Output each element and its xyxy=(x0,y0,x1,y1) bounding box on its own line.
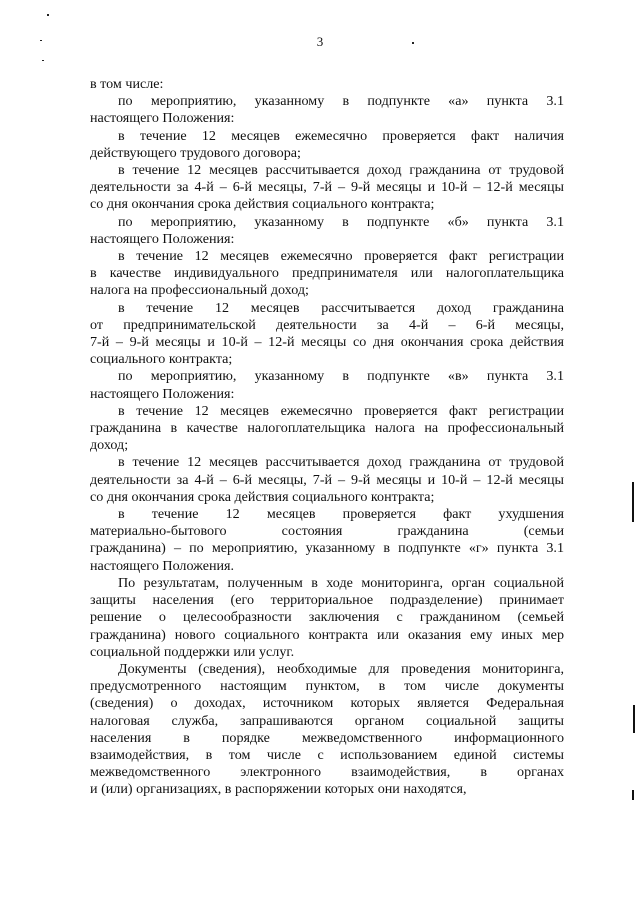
text-line: настоящего Положения: xyxy=(90,385,235,402)
text-line: в течение 12 месяцев рассчитывается доход гражданина от трудовой xyxy=(118,162,564,179)
text-line: межведомственного электронного взаимодействия, в органах xyxy=(90,764,564,781)
page-number: 3 xyxy=(316,34,324,49)
text-line: и (или) организациях, в распоряжении которых они находятся, xyxy=(90,781,467,798)
scan-speck xyxy=(40,40,42,41)
text-line: гражданина) – по мероприятию, указанному в подпункте «г» пункта 3.1 xyxy=(90,540,564,557)
text-line: налога на профессиональный доход; xyxy=(90,282,309,299)
text-line: настоящего Положения. xyxy=(90,557,235,574)
scan-speck xyxy=(42,60,44,61)
text-line: в течение 12 месяцев ежемесячно проверяется факт регистрации xyxy=(118,248,564,265)
text-line: со дня окончания срока действия социального контракта; xyxy=(90,488,435,505)
text-line: в течение 12 месяцев проверяется факт ухудшения xyxy=(118,506,564,523)
text-line: Документы (сведения), необходимые для проведения мониторинга, xyxy=(118,660,564,677)
text-line: по мероприятию, указанному в подпункте «а» пункта 3.1 xyxy=(118,93,564,110)
text-line: населения в порядке межведомственного информационного xyxy=(90,729,564,746)
text-line: (сведения) о доходах, источником которых является Федеральная xyxy=(90,695,564,712)
text-line: решение о целесообразности заключения с гражданином (семьей xyxy=(90,609,564,626)
text-line: налоговая служба, запрашиваются органом социальной защиты xyxy=(90,712,564,729)
text-line: от предпринимательской деятельности за 4-й – 6-й месяцы, xyxy=(90,316,564,333)
text-line: материально-бытового состояния гражданина (семьи xyxy=(90,523,564,540)
scan-speck xyxy=(47,14,49,16)
document-body xyxy=(90,76,564,799)
text-line: по мероприятию, указанному в подпункте «б» пункта 3.1 xyxy=(118,213,564,230)
text-line: по мероприятию, указанному в подпункте «в» пункта 3.1 xyxy=(118,368,564,385)
text-line: настоящего Положения: xyxy=(90,230,235,247)
text-line: По результатам, полученным в ходе мониторинга, орган социальной xyxy=(118,574,564,591)
text-line: деятельности за 4-й – 6-й месяцы, 7-й – 9-й месяцы и 10-й – 12-й месяцы xyxy=(90,471,564,488)
text-line: в течение 12 месяцев ежемесячно проверяется факт регистрации xyxy=(118,402,564,419)
text-line: в течение 12 месяцев ежемесячно проверяется факт наличия xyxy=(118,127,564,144)
scan-edge-mark xyxy=(633,705,635,733)
text-line: социальной поддержки или услуг. xyxy=(90,643,295,660)
scan-edge-mark xyxy=(632,790,634,800)
text-line: защиты населения (его территориальное подразделение) принимает xyxy=(90,592,564,609)
text-line: гражданина) нового социального контракта или оказания ему иных мер xyxy=(90,626,564,643)
text-line: со дня окончания срока действия социального контракта; xyxy=(90,196,435,213)
text-line: действующего трудового договора; xyxy=(90,144,301,161)
text-line: в том числе: xyxy=(90,76,164,92)
text-line: 7-й – 9-й месяцы и 10-й – 12-й месяцы со дня окончания срока действия xyxy=(90,334,564,351)
text-line: в течение 12 месяцев рассчитывается доход гражданина от трудовой xyxy=(118,454,564,471)
text-line: предусмотренного настоящим пунктом, в том числе документы xyxy=(90,678,564,695)
scan-edge-mark xyxy=(632,482,634,522)
text-line: деятельности за 4-й – 6-й месяцы, 7-й – 9-й месяцы и 10-й – 12-й месяцы xyxy=(90,179,564,196)
text-line: взаимодействия, в том числе с использованием единой системы xyxy=(90,746,564,763)
text-line: социального контракта; xyxy=(90,351,233,368)
text-line: настоящего Положения: xyxy=(90,110,235,127)
text-line: в качестве индивидуального предпринимателя или налогоплательщика xyxy=(90,265,564,282)
scan-speck xyxy=(412,42,414,44)
text-line: гражданина в качестве налогоплательщика налога на профессиональный xyxy=(90,420,564,437)
text-line: в течение 12 месяцев рассчитывается доход гражданина xyxy=(118,299,564,316)
text-line: доход; xyxy=(90,437,129,454)
